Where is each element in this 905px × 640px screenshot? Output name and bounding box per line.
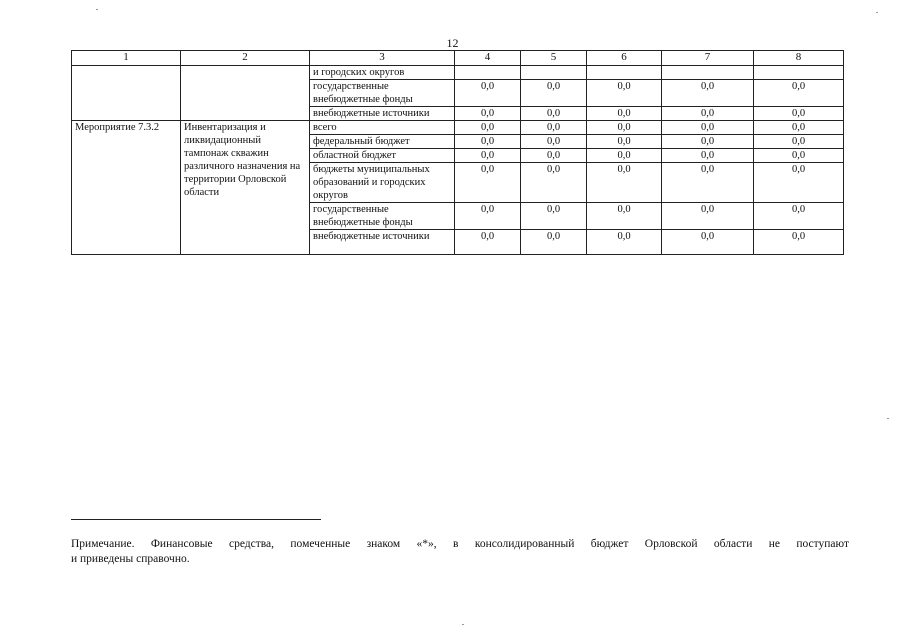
value-cell: 0,0 [587,107,662,121]
value-cell: 0,0 [455,80,521,107]
source-cell: областной бюджет [310,149,455,163]
value-cell: 0,0 [662,135,754,149]
value-cell: 0,0 [521,80,587,107]
col-header-1: 1 [72,51,181,66]
value-cell: 0,0 [455,135,521,149]
value-cell: 0,0 [754,107,844,121]
value-cell: 0,0 [455,230,521,255]
col-header-5: 5 [521,51,587,66]
value-cell [455,66,521,80]
value-cell [521,66,587,80]
source-cell: бюджеты муниципальных образований и городских округов [310,163,455,203]
source-cell: государственные внебюджетные фонды [310,80,455,107]
value-cell [662,66,754,80]
source-cell: и городских округов [310,66,455,80]
value-cell: 0,0 [587,80,662,107]
value-cell: 0,0 [754,135,844,149]
value-cell: 0,0 [521,203,587,230]
value-cell: 0,0 [521,121,587,135]
source-cell: внебюджетные источники [310,107,455,121]
col-header-4: 4 [455,51,521,66]
value-cell: 0,0 [455,121,521,135]
value-cell: 0,0 [754,203,844,230]
table-row [72,121,844,135]
value-cell: 0,0 [587,149,662,163]
measure-code-cell: Мероприятие 7.3.2 [72,121,181,255]
source-cell: всего [310,121,455,135]
source-cell: внебюджетные источники [310,230,455,255]
scan-speck [876,12,878,13]
footnote-line-2: и приведены справочно. [71,553,190,565]
source-cell: федеральный бюджет [310,135,455,149]
footnote-divider [71,519,321,520]
value-cell: 0,0 [662,80,754,107]
value-cell: 0,0 [521,149,587,163]
funding-table [71,50,844,255]
value-cell: 0,0 [521,107,587,121]
header-row [72,51,844,66]
value-cell: 0,0 [587,121,662,135]
value-cell: 0,0 [455,163,521,203]
table-row [72,66,844,80]
scan-speck [462,624,464,625]
value-cell: 0,0 [662,149,754,163]
source-cell: государственные внебюджетные фонды [310,203,455,230]
value-cell: 0,0 [662,163,754,203]
col-header-2: 2 [181,51,310,66]
value-cell: 0,0 [754,230,844,255]
value-cell: 0,0 [754,80,844,107]
value-cell: 0,0 [521,230,587,255]
value-cell: 0,0 [754,121,844,135]
value-cell: 0,0 [521,163,587,203]
value-cell: 0,0 [455,203,521,230]
value-cell: 0,0 [754,149,844,163]
col-header-8: 8 [754,51,844,66]
value-cell: 0,0 [587,163,662,203]
value-cell: 0,0 [662,107,754,121]
value-cell: 0,0 [662,121,754,135]
measure-title-cell: Инвентаризация и ликвидационный тампонаж скважин различного назначения на территории Орловской области [181,121,310,255]
col-header-7: 7 [662,51,754,66]
col-header-3: 3 [310,51,455,66]
footnote-line-1: Примечание. Финансовые средства, помеченные знаком «*», в консолидированный бюджет Орловской области не поступают [71,538,849,550]
scan-speck [887,418,889,419]
value-cell [587,66,662,80]
value-cell: 0,0 [521,135,587,149]
value-cell: 0,0 [455,107,521,121]
footnote-note [71,537,849,567]
page-number: 12 [446,36,459,50]
continuation-code-cell [72,66,181,121]
col-header-6: 6 [587,51,662,66]
value-cell: 0,0 [754,163,844,203]
value-cell: 0,0 [662,230,754,255]
value-cell: 0,0 [455,149,521,163]
value-cell: 0,0 [587,135,662,149]
scan-speck [96,9,98,10]
value-cell [754,66,844,80]
value-cell: 0,0 [587,203,662,230]
continuation-title-cell [181,66,310,121]
value-cell: 0,0 [587,230,662,255]
value-cell: 0,0 [662,203,754,230]
